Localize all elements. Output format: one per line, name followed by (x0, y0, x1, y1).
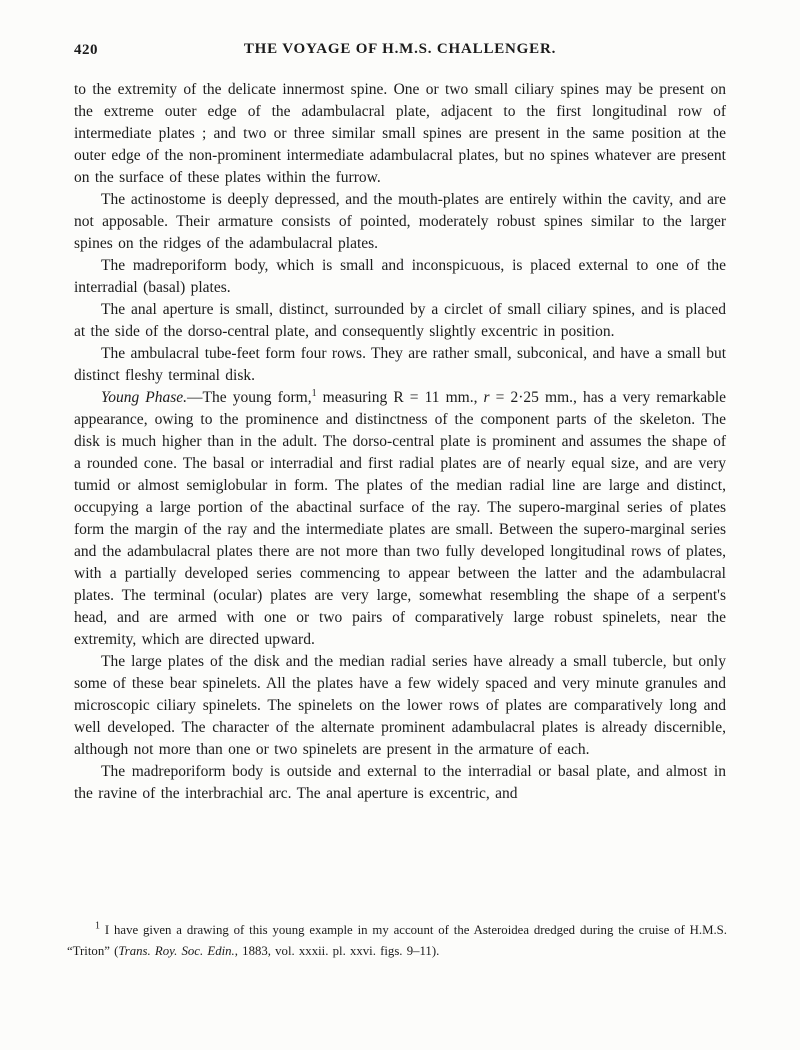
text-run: Young Phase. (101, 389, 188, 406)
text-run: The anal aperture is small, distinct, surrounded by a circlet of small ciliary spines, and is placed at the side of the dorso-central plate, and consequently slightly excentric in position. (74, 301, 726, 340)
text-run: = 2·25 mm., has a very remarkable appearance, owing to the prominence and distinctness of the component parts of the skeleton. The disk is much higher than in the adult. The dorso-central plate is prominent and assumes the shape of a rounded cone. The basal or interradial and first radial plates are of nearly equal size, and are very tumid or almost semiglobular in form. The plates of the median radial line are large and distinct, occupying a large portion of the abactinal surface of the ray. The supero-marginal series of plates form the margin of the ray and the intermediate plates are small. Between the supero-marginal series and the adambulacral plates there are not more than two fully developed longitudinal rows of plates, with a partially developed series commencing to appear between the latter and the adambulacral plates. The terminal (ocular) plates are very large, somewhat resembling the shape of a serpent's head, and are armed with one or two pairs of comparatively large robust spinelets, near the extremity, which are directed upward. (74, 389, 727, 648)
text-run: to the extremity of the delicate innermost spine. One or two small ciliary spines may be present on the extreme outer edge of the adambulacral plate, adjacent to the first longitudinal row of intermediate plates ; and two or three similar small spines are present in the same position at the outer edge of the non-prominent intermediate adambulacral plates, but no spines whatever are present on the surface of these plates within the furrow. (74, 81, 726, 186)
footnote-marker: 1 (95, 920, 100, 932)
text-run: , 1883, vol. xxxii. pl. xxvi. figs. 9–11). (234, 944, 440, 958)
text-run: I have given a drawing of this young example in my account of the Asteroidea dredged during the cruise of H.M.S. “Triton” ( (67, 923, 727, 958)
text-run: Trans. Roy. Soc. Edin. (118, 944, 235, 958)
text-run: The ambulacral tube-feet form four rows. They are rather small, subconical, and have a small but distinct fleshy terminal disk. (74, 345, 726, 384)
paragraph (74, 761, 726, 805)
paragraph (74, 651, 726, 761)
page-number: 420 (74, 42, 98, 58)
text-run: r (483, 389, 490, 406)
paragraph (74, 343, 726, 387)
paragraph (74, 299, 726, 343)
body-text-block (74, 79, 726, 805)
text-run: The actinostome is deeply depressed, and the mouth-plates are entirely within the cavity, and are not apposable. Their armature consists of pointed, moderately robust spines similar to the larger spines on the ridges of the adambulacral plates. (74, 191, 726, 252)
running-title: THE VOYAGE OF H.M.S. CHALLENGER. (243, 41, 557, 57)
footnote-marker: 1 (311, 387, 317, 399)
text-run: The madreporiform body is outside and external to the interradial or basal plate, and almost in the ravine of the interbrachial arc. The anal aperture is excentric, and (74, 763, 726, 802)
text-run: —The young form, (187, 389, 312, 406)
footnote-block (67, 920, 727, 962)
page-header (74, 41, 726, 58)
paragraph (74, 79, 726, 189)
text-run: The madreporiform body, which is small and inconspicuous, is placed external to one of the interradial (basal) plates. (74, 257, 726, 296)
paragraph (74, 189, 726, 255)
paragraph (74, 255, 726, 299)
paragraph (74, 387, 726, 651)
text-run: The large plates of the disk and the median radial series have already a small tubercle, but only some of these bear spinelets. All the plates have a few widely spaced and very minute granules and microscopic ciliary spinelets. The spinelets on the lower rows of plates are comparatively long and well developed. The character of the alternate prominent adambulacral plates is already discernible, although not more than one or two spinelets are present in the armature of each. (74, 653, 726, 758)
text-run: measuring R = 11 mm., (316, 389, 484, 406)
footnote-text (67, 920, 727, 962)
